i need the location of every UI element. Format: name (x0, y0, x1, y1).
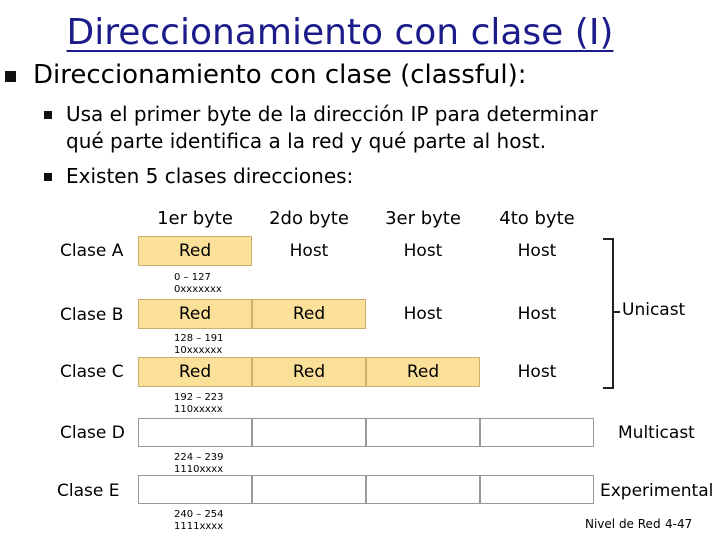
cell-e-2 (252, 475, 366, 504)
range-e: 240 – 254 (174, 509, 224, 520)
pattern-d: 1110xxxx (174, 464, 224, 475)
cell-a-3: Host (403, 241, 443, 261)
experimental-label: Experimental (600, 481, 714, 501)
cell-b-2: Red (252, 299, 366, 329)
sub-bullet-2: Existen 5 clases direcciones: (66, 164, 354, 188)
sub-bullet-square-icon (44, 173, 52, 181)
pattern-c: 110xxxxx (174, 404, 223, 415)
footer-section: Nivel de Red (585, 517, 661, 531)
column-header-byte1: 1er byte (157, 208, 233, 229)
multicast-label: Multicast (618, 423, 695, 443)
sub-bullet-1-line1: Usa el primer byte de la dirección IP para determinar (66, 102, 598, 126)
sub-bullet-square-icon (44, 111, 52, 119)
pattern-e: 1111xxxx (174, 521, 224, 532)
range-c: 192 – 223 (174, 392, 224, 403)
cell-d-2 (252, 418, 366, 447)
cell-c-4: Host (517, 362, 557, 382)
cell-e-4 (480, 475, 594, 504)
cell-d-3 (366, 418, 480, 447)
slide-title: Direccionamiento con clase (I) (66, 12, 614, 53)
bullet-square-icon (5, 71, 16, 82)
cell-e-1 (138, 475, 252, 504)
column-header-byte3: 3er byte (385, 208, 461, 229)
cell-a-2: Host (289, 241, 329, 261)
cell-b-4: Host (517, 304, 557, 324)
cell-c-1: Red (138, 357, 252, 387)
row-label-clase-e: Clase E (57, 481, 120, 501)
unicast-bracket-tick (612, 311, 620, 313)
row-label-clase-d: Clase D (60, 423, 125, 443)
cell-e-3 (366, 475, 480, 504)
pattern-b: 10xxxxxx (174, 345, 223, 356)
unicast-label: Unicast (622, 300, 686, 320)
cell-b-1: Red (138, 299, 252, 329)
row-label-clase-b: Clase B (60, 305, 124, 325)
cell-a-4: Host (517, 241, 557, 261)
main-bullet-text: Direccionamiento con clase (classful): (33, 60, 527, 90)
sub-bullet-1-line2: qué parte identifica a la red y qué parte al host. (66, 129, 547, 153)
row-label-clase-c: Clase C (60, 362, 124, 382)
range-b: 128 – 191 (174, 333, 224, 344)
row-label-clase-a: Clase A (60, 241, 124, 261)
footer-page-number: 4-47 (665, 517, 693, 531)
column-header-byte4: 4to byte (499, 208, 575, 229)
pattern-a: 0xxxxxxx (174, 284, 222, 295)
column-header-byte2: 2do byte (269, 208, 349, 229)
cell-c-3: Red (366, 357, 480, 387)
cell-b-3: Host (403, 304, 443, 324)
unicast-bracket (603, 238, 614, 389)
cell-c-2: Red (252, 357, 366, 387)
range-d: 224 – 239 (174, 452, 224, 463)
cell-d-4 (480, 418, 594, 447)
range-a: 0 – 127 (174, 272, 211, 283)
cell-d-1 (138, 418, 252, 447)
cell-a-1: Red (138, 236, 252, 266)
